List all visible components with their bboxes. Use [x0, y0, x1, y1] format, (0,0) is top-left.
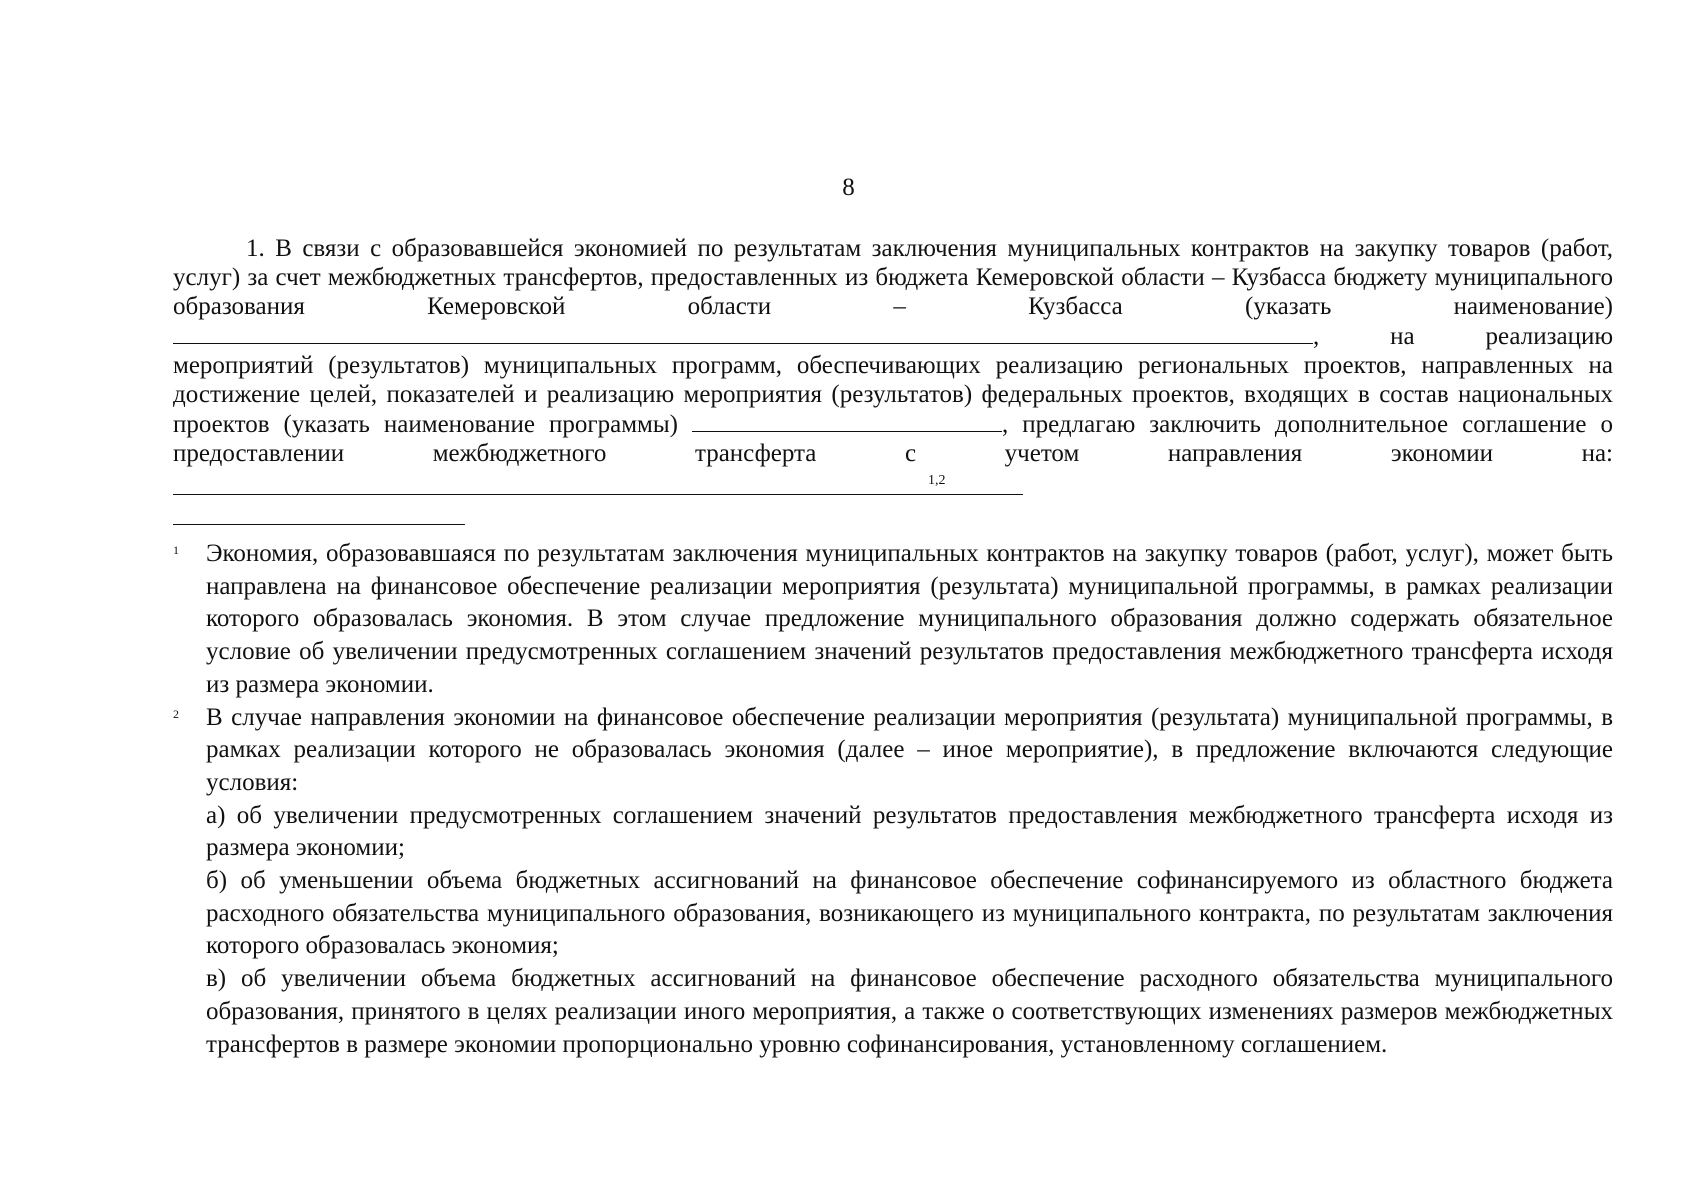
- main-text-part3: , предлагаю заключить дополнительное соглашение о предоставлении межбюджетного трансферта с учетом направления экономии на:: [173, 411, 1613, 467]
- blank-line-municipality: [173, 321, 1313, 344]
- footnote-2-item-b: б) об уменьшении объема бюджетных ассигнований на финансовое обеспечение софинансируемого из областного бюджета расходного обязательства муниципального образования, возникающего из муниципального контракта, по результатам заключения которого образовалась экономия;: [206, 867, 1613, 960]
- main-text-part1: 1. В связи с образовавшейся экономией по результатам заключения муниципальных контрактов на закупку товаров (работ, услуг) за счет межбюджетных трансфертов, предоставленных из бюджета Кемеровской области – Кузбасса бюджету муниципального образования Кемеровской области – Кузбасса (указать наименование): [173, 235, 1613, 320]
- footnotes: [173, 538, 1613, 1061]
- blank-line-program: [692, 409, 1002, 432]
- footnote-1-mark: 1: [173, 543, 179, 557]
- footnote-2-mark: 2: [173, 706, 179, 721]
- footnote-separator: [173, 524, 465, 525]
- page-number: 8: [842, 174, 855, 201]
- main-paragraph: [173, 234, 1613, 502]
- footnote-1: [173, 538, 1613, 702]
- blank-line-direction: [173, 472, 1023, 495]
- footnote-refs: 1,2: [928, 473, 946, 488]
- footnote-2-item-a: а) об увеличении предусмотренных соглашением значений результатов предоставления межбюджетного трансферта исходя из размера экономии;: [206, 801, 1613, 862]
- footnote-1-text: Экономия, образовавшаяся по результатам заключения муниципальных контрактов на закупку товаров (работ, услуг), может быть направлена на финансовое обеспечение реализации мероприятия (результата) муниципальной программы, в рамках реализации которого образовалась экономия. В этом случае предложение муниципального образования должно содержать обязательное условие об увеличении предусмотренных соглашением значений результатов предоставления межбюджетного трансферта исходя из размера экономии.: [206, 540, 1613, 698]
- main-text-part2: , на реализацию мероприятий (результатов) муниципальных программ, обеспечивающих реализацию региональных проектов, направленных на достижение целей, показателей и реализацию мероприятия (результатов) федеральных проектов, входящих в состав национальных проектов (указать наименование программы): [173, 323, 1613, 438]
- footnote-2-intro: В случае направления экономии на финансовое обеспечение реализации мероприятия (результата) муниципальной программы, в рамках реализации которого не образовалась экономия (далее – иное мероприятие), в предложение включаются следующие условия:: [206, 703, 1613, 796]
- footnote-2-item-c: в) об увеличении объема бюджетных ассигнований на финансовое обеспечение расходного обязательства муниципального образования, принятого в целях реализации иного мероприятия, а также о соответствующих изменениях размеров межбюджетных трансфертов в размере экономии пропорционально уровню софинансирования, установленному соглашением.: [206, 965, 1613, 1058]
- footnote-2: [173, 702, 1613, 1062]
